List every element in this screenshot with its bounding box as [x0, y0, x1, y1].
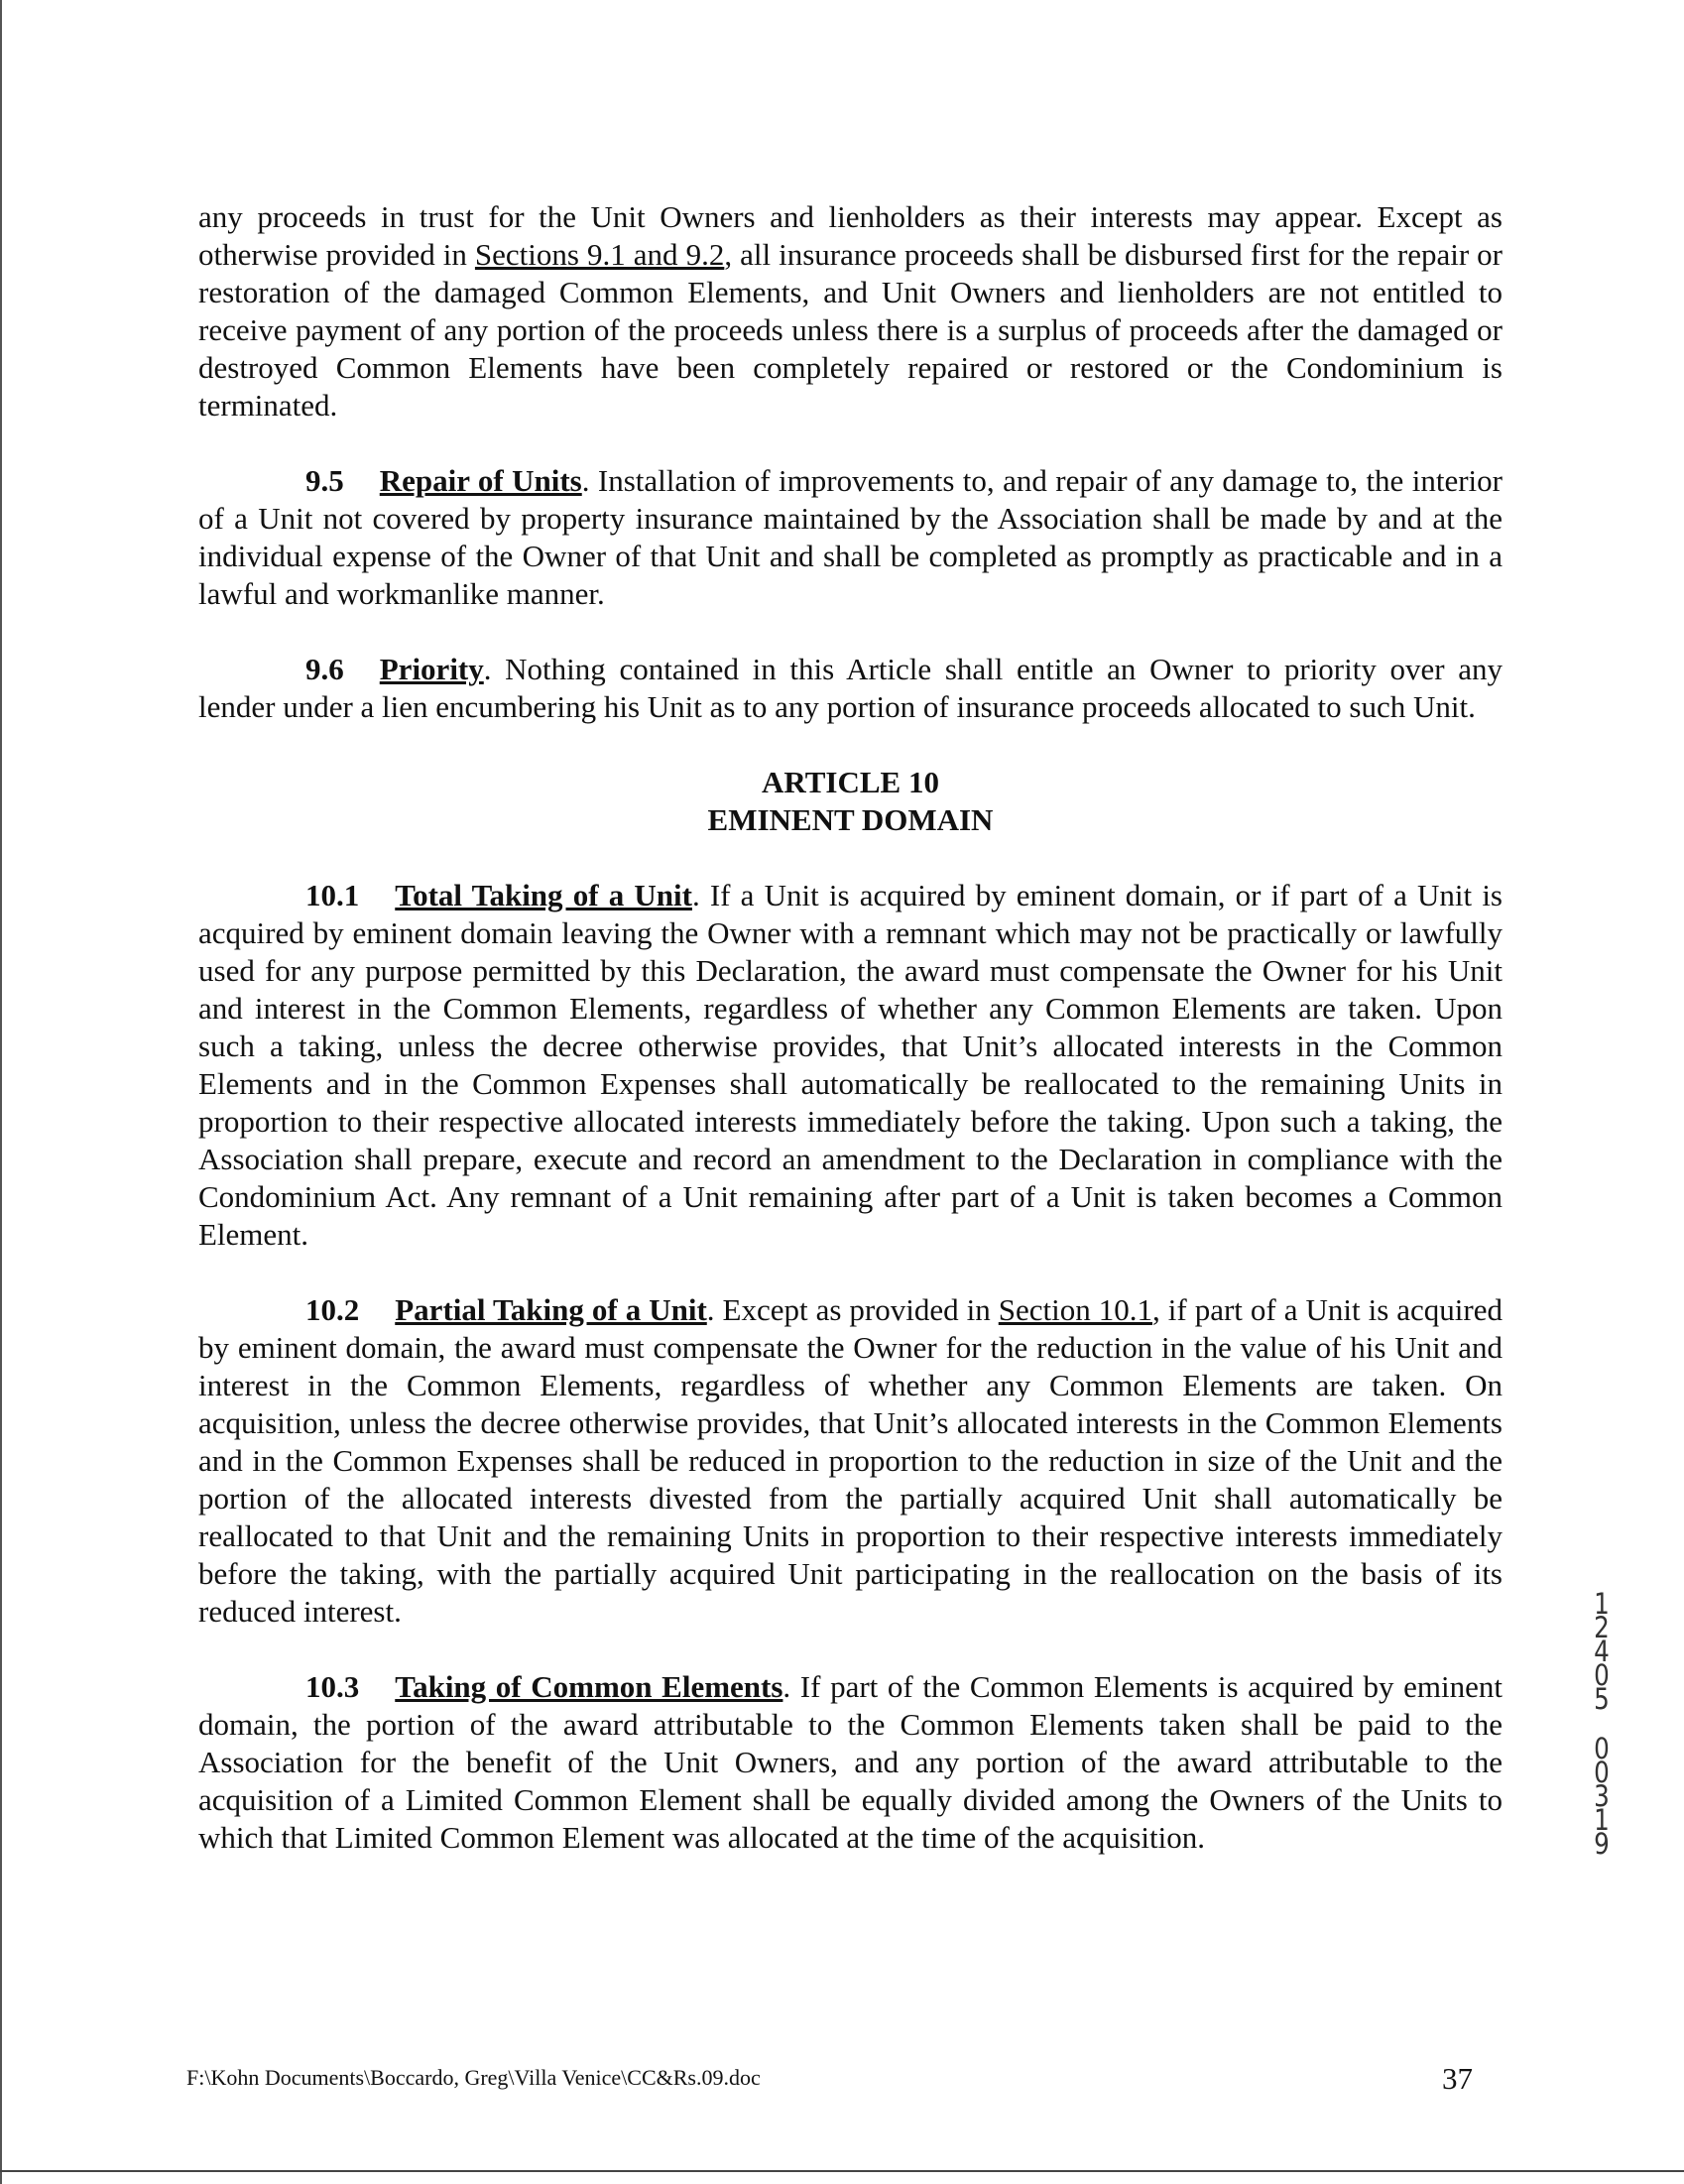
page-number: 37 — [1442, 2061, 1473, 2096]
section-reference: Sections 9.1 and 9.2 — [474, 237, 725, 272]
stamp-digit: 1 — [1594, 1587, 1610, 1621]
section-body: . If a Unit is acquired by eminent domain, or if part of a Unit is acquired by eminent domain leaving the Owner with a remnant which may not be practically or lawfully used for any purpose permitted by this Declaration, the award must compensate the Owner for his Unit and interest in the Common Elements, regardless of whether any Common Elements are taken. Upon such a taking, unless the decree otherwise provides, that Unit’s allocated interests in the Common Elements and in the Common Expenses shall automatically be reallocated to the remaining Units in proportion to their respective allocated interests immediately before the taking. Upon such a taking, the Association shall prepare, execute and record an amendment to the Declaration in compliance with the Condominium Act. Any remnant of a Unit remaining after part of a Unit is taken becomes a Common Element. — [198, 878, 1503, 1252]
section-body: . Except as provided in — [706, 1292, 999, 1327]
paragraph-text: any proceeds in trust for the Unit Owners and lienholders as their interests may appear. Except as otherwise provided in — [198, 199, 1503, 272]
stamp-digit: 0 — [1594, 1658, 1610, 1692]
footer-file-path: F:\Kohn Documents\Boccardo, Greg\Villa Venice\CC&Rs.09.doc — [186, 2065, 761, 2090]
section-body: . If part of the Common Elements is acquired by eminent domain, the portion of the award attributable to the Common Elements taken shall be paid to the Association for the benefit of the Unit Owners, and any portion of the award attributable to the acquisition of a Limited Common Element shall be equally divided among the Owners of the Units to which that Limited Common Element was allocated at the time of the acquisition. — [198, 1669, 1503, 1855]
article-heading — [198, 764, 1503, 839]
stamp-digit: 4 — [1594, 1635, 1610, 1668]
section-number: 10.3 — [305, 1669, 360, 1704]
stamp-digit: 0 — [1594, 1756, 1610, 1789]
stamp-digit: 2 — [1594, 1611, 1610, 1644]
section-number: 9.6 — [305, 652, 344, 686]
section-title: Taking of Common Elements — [395, 1669, 783, 1704]
section-number: 9.5 — [305, 463, 344, 498]
document-body — [198, 198, 1503, 1894]
left-scan-edge — [0, 0, 2, 2184]
recording-stamp — [1589, 1587, 1615, 1861]
article-title: EMINENT DOMAIN — [707, 802, 994, 837]
bottom-scan-edge — [0, 2170, 1684, 2172]
section-10-2 — [198, 1291, 1503, 1631]
article-number: ARTICLE 10 — [762, 765, 939, 799]
section-body: . Installation of improvements to, and repair of any damage to, the interior of a Unit not covered by property insurance maintained by the Association shall be made by and at the individual expense of the Owner of that Unit and shall be completed as promptly as practicable and in a lawful and workmanlike manner. — [198, 463, 1503, 611]
section-number: 10.1 — [305, 878, 360, 912]
section-10-1 — [198, 877, 1503, 1254]
section-body: , if part of a Unit is acquired by eminent domain, the award must compensate the Owner for the reduction in the value of his Unit and interest in the Common Elements, regardless of whether any Common Elements are taken. On acquisition, unless the decree otherwise provides, that Unit’s allocated interests in the Common Elements and in the Common Expenses shall be reduced in proportion to the reduction in size of the Unit and the portion of the allocated interests divested from the partially acquired Unit shall automatically be reallocated to that Unit and the remaining Units in proportion to their respective interests immediately before the taking, with the partially acquired Unit participating in the reallocation on the basis of its reduced interest. — [198, 1292, 1503, 1629]
paragraph-text: , all insurance proceeds shall be disbursed first for the repair or restoration of the damaged Common Elements, and Unit Owners and lienholders are not entitled to receive payment of any portion of the proceeds unless there is a surplus of proceeds after the damaged or destroyed Common Elements have been completely repaired or restored or the Condominium is terminated. — [198, 237, 1504, 423]
stamp-digit: 0 — [1594, 1732, 1610, 1765]
stamp-digit: 3 — [1594, 1779, 1610, 1813]
section-title: Repair of Units — [379, 463, 582, 498]
stamp-digit: 5 — [1594, 1682, 1610, 1716]
section-reference: Section 10.1 — [998, 1292, 1152, 1327]
section-title: Priority — [379, 652, 484, 686]
section-body: . Nothing contained in this Article shall entitle an Owner to priority over any lender under a lien encumbering his Unit as to any portion of insurance proceeds allocated to such Unit. — [198, 652, 1503, 724]
section-9-5 — [198, 462, 1503, 613]
continuation-paragraph — [198, 198, 1503, 425]
section-9-6 — [198, 651, 1503, 726]
section-title: Total Taking of a Unit — [395, 878, 692, 912]
section-number: 10.2 — [305, 1292, 360, 1327]
stamp-digit: 1 — [1594, 1803, 1610, 1837]
section-10-3 — [198, 1668, 1503, 1857]
section-title: Partial Taking of a Unit — [395, 1292, 707, 1327]
stamp-digit: 9 — [1594, 1827, 1610, 1861]
